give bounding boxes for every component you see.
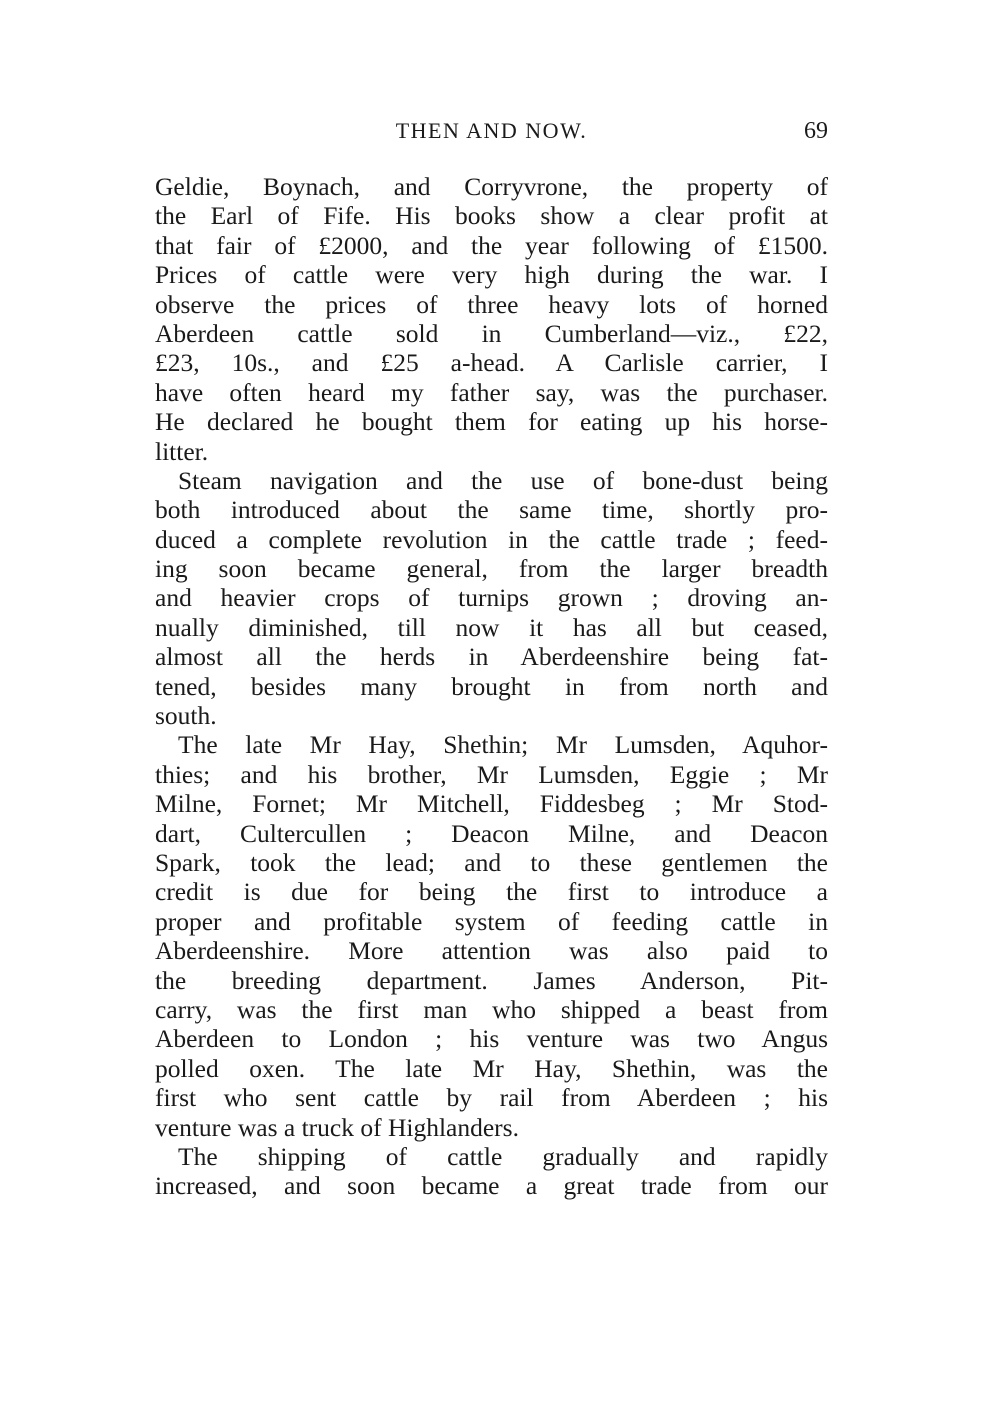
paragraph: [155, 730, 828, 1141]
text-line: litter.: [155, 436, 209, 466]
text-line: Aberdeenshire. More attention was also paid to: [155, 936, 828, 966]
text-line: observe the prices of three heavy lots of horned: [155, 289, 828, 319]
text-line: venture was a truck of Highlanders.: [155, 1112, 519, 1142]
text-line: have often heard my father say, was the purchaser.: [155, 377, 828, 407]
text-line: both introduced about the same time, shortly pro-: [155, 495, 828, 525]
text-line: south.: [155, 701, 217, 731]
text-line: Prices of cattle were very high during the war. I: [155, 260, 828, 290]
paragraph: [155, 172, 828, 466]
text-line: tened, besides many brought in from north and: [155, 671, 828, 701]
text-line: proper and profitable system of feeding cattle in: [155, 906, 828, 936]
text-line: Aberdeen to London ; his venture was two Angus: [155, 1024, 828, 1054]
text-line: Aberdeen cattle sold in Cumberland—viz., £22,: [155, 318, 828, 348]
text-line: The shipping of cattle gradually and rapidly: [178, 1141, 828, 1171]
running-head: [155, 118, 828, 152]
text-line: that fair of £2000, and the year following of £1500.: [155, 230, 828, 260]
text-line: £23, 10s., and £25 a-head. A Carlisle carrier, I: [155, 348, 828, 378]
text-line: duced a complete revolution in the cattle trade ; feed-: [155, 524, 828, 554]
text-line: the Earl of Fife. His books show a clear profit at: [155, 201, 828, 231]
text-line: carry, was the first man who shipped a beast from: [155, 994, 828, 1024]
text-line: Steam navigation and the use of bone-dust being: [178, 465, 828, 495]
text-line: almost all the herds in Aberdeenshire being fat-: [155, 642, 828, 672]
text-line: the breeding department. James Anderson, Pit-: [155, 965, 828, 995]
text-line: credit is due for being the first to introduce a: [155, 877, 828, 907]
paragraph: [155, 1142, 828, 1201]
text-line: ing soon became general, from the larger breadth: [155, 554, 828, 584]
text-line: Spark, took the lead; and to these gentlemen the: [155, 847, 828, 877]
text-line: first who sent cattle by rail from Aberdeen ; his: [155, 1083, 828, 1113]
paragraph: [155, 466, 828, 731]
text-line: thies; and his brother, Mr Lumsden, Eggie ; Mr: [155, 759, 828, 789]
running-title: THEN AND NOW.: [395, 118, 588, 143]
text-line: polled oxen. The late Mr Hay, Shethin, was the: [155, 1053, 828, 1083]
text-line: nually diminished, till now it has all but ceased,: [155, 612, 828, 642]
text-line: He declared he bought them for eating up his horse-: [155, 407, 828, 437]
text-line: Geldie, Boynach, and Corryvrone, the property of: [155, 172, 828, 201]
text-line: and heavier crops of turnips grown ; droving an-: [155, 583, 828, 613]
page-number: 69: [804, 118, 828, 144]
text-line: The late Mr Hay, Shethin; Mr Lumsden, Aquhor-: [178, 730, 828, 760]
text-line: dart, Cultercullen ; Deacon Milne, and Deacon: [155, 818, 828, 848]
text-line: increased, and soon became a great trade from our: [155, 1171, 828, 1201]
text-line: Milne, Fornet; Mr Mitchell, Fiddesbeg ; Mr Stod-: [155, 789, 828, 819]
body-text: [155, 172, 828, 1201]
